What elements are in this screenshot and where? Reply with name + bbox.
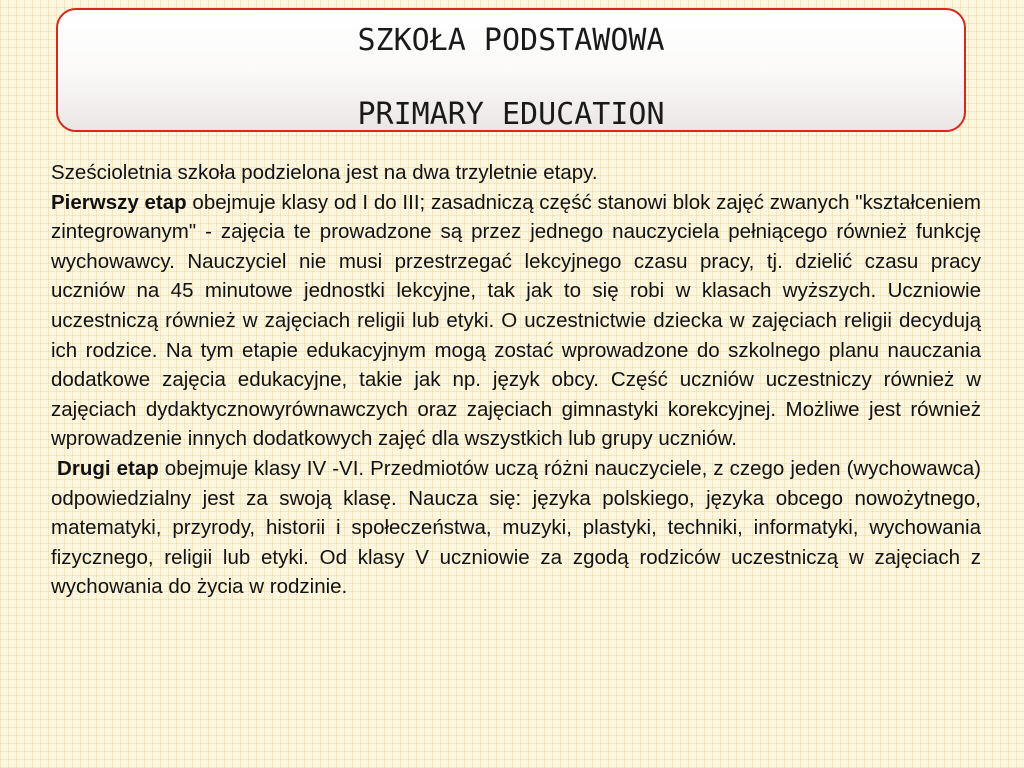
body-text xyxy=(51,158,981,602)
stage1-text: obejmuje klasy od I do III; zasadniczą część stanowi blok zajęć zwanych "kształceniem zintegrowanym" - zajęcia te prowadzone są przez jednego nauczyciela pełniącego również funkcję wychowawcy. Nauczyciel nie musi przestrzegać lekcyjnego czasu pracy, tj. dzielić czasu pracy uczniów na 45 minutowe jednostki lekcyjne, tak jak to się robi w klasach wyższych. Uczniowie uczestniczą również w zajęciach religii lub etyki. O uczestnictwie dziecka w zajęciach religii decydują ich rodzice. Na tym etapie edukacyjnym mogą zostać wprowadzone do szkolnego planu nauczania dodatkowe zajęcia edukacyjne, takie jak np. język obcy. Część uczniów uczestniczy również w zajęciach dydaktycznowyrównawczych oraz zajęciach gimnastyki korekcyjnej. Możliwe jest również wprowadzenie innych dodatkowych zajęć dla wszystkich lub grupy uczniów. xyxy=(51,190,982,451)
stage1-paragraph xyxy=(51,188,981,454)
stage2-text: obejmuje klasy IV -VI. Przedmiotów uczą różni nauczyciele, z czego jeden (wychowawca) odpowiedzialny jest za swoją klasę. Naucza się: języka polskiego, języka obcego nowożytnego, matematyki, przyrody, historii i społeczeństwa, muzyki, plastyki, techniki, informatyki, wychowania fizycznego, religii lub etyki. Od klasy V uczniowie za zgodą rodziców uczestniczą w zajęciach z wychowania do życia w rodzinie. xyxy=(51,456,981,599)
intro-paragraph: Sześcioletnia szkoła podzielona jest na dwa trzyletnie etapy. xyxy=(51,161,598,184)
stage2-paragraph xyxy=(51,454,981,602)
title-polish: SZKOŁA PODSTAWOWA xyxy=(357,23,665,58)
title-english: PRIMARY EDUCATION xyxy=(357,97,665,132)
stage1-label: Pierwszy etap xyxy=(51,190,187,214)
title-box xyxy=(56,8,966,132)
stage2-label: Drugi etap xyxy=(57,456,159,480)
